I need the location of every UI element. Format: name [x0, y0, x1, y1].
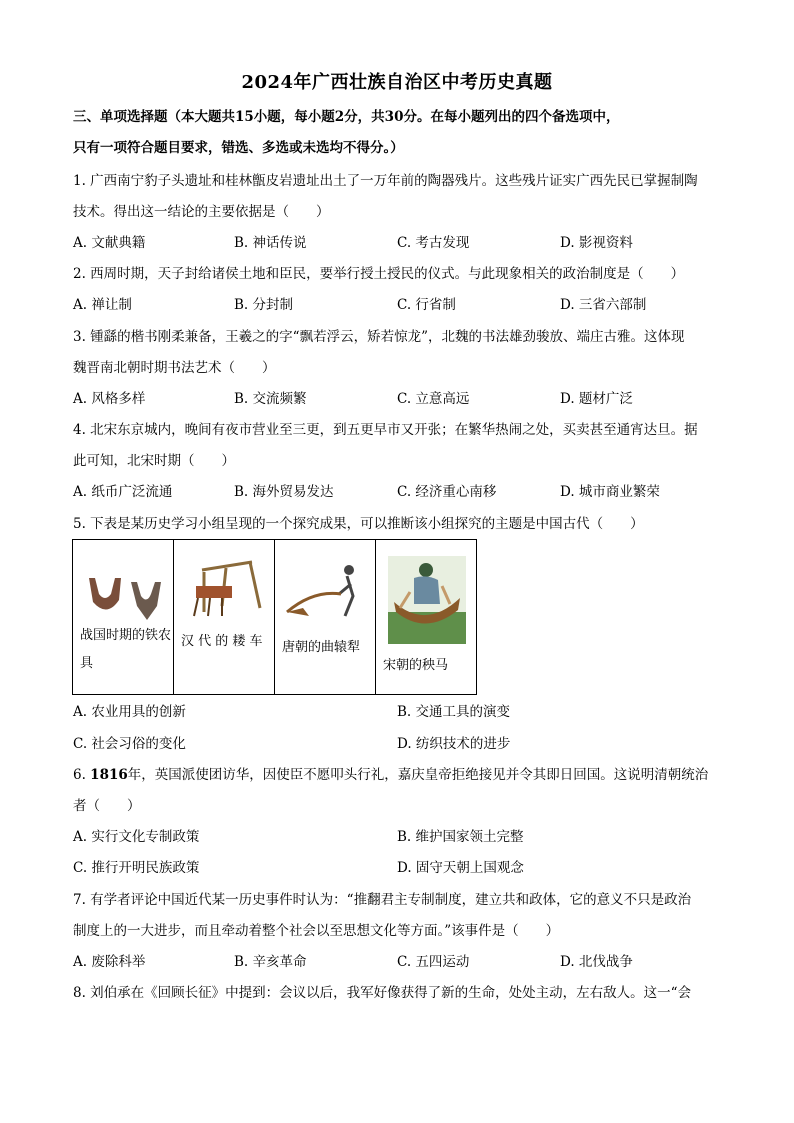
question-4-option-c: C. 经济重心南移 [397, 484, 497, 500]
question-1-line-1: 1. 广西南宁豹子头遗址和桂林甑皮岩遗址出土了一万年前的陶器残片。这些残片证实广西先民已掌握制陶 [73, 173, 698, 189]
page-title: 2024年广西壮族自治区中考历史真题 [241, 72, 553, 93]
question-2-option-d: D. 三省六部制 [560, 297, 647, 313]
question-6-line-1-text: 年，英国派使团访华，因使臣不愿叩头行礼，嘉庆皇帝拒绝接见并令其即日回国。这说明清朝统治 [127, 767, 709, 783]
question-6-number: 6. [73, 767, 91, 783]
question-3-option-a: A. 风格多样 [73, 391, 146, 407]
table-caption-seedling-horse: 宋朝的秧马 [383, 658, 449, 673]
table-caption-seed-drill: 汉 代 的 耧 车 [181, 634, 263, 649]
question-1-option-d: D. 影视资料 [560, 235, 633, 251]
question-2-option-b: B. 分封制 [234, 297, 294, 313]
question-5-option-c: C. 社会习俗的变化 [73, 736, 186, 752]
table-caption-curved-plow: 唐朝的曲辕犁 [282, 640, 361, 655]
curved-plow-image [283, 550, 369, 630]
question-5-option-d: D. 纺织技术的进步 [397, 736, 511, 752]
question-3-option-b: B. 交流频繁 [234, 391, 307, 407]
iron-farm-tools-image [81, 550, 167, 630]
question-4-line-2: 此可知，北宋时期（ ） [73, 453, 235, 469]
question-4-option-d: D. 城市商业繁荣 [560, 484, 660, 500]
question-6-option-d: D. 固守天朝上国观念 [397, 860, 524, 876]
section-instruction-line-1: 三、单项选择题（本大题共15小题，每小题2分，共30分。在每小题列出的四个备选项中， [73, 109, 620, 125]
question-8-line-1: 8. 刘伯承在《回顾长征》中提到：会议以后，我军好像获得了新的生命，处处主动，左右敌人。这一“会 [73, 985, 692, 1001]
question-6-option-c: C. 推行开明民族政策 [73, 860, 200, 876]
question-7-option-c: C. 五四运动 [397, 954, 470, 970]
seedling-horse-image [384, 552, 470, 648]
question-3-line-2: 魏晋南北朝时期书法艺术（ ） [73, 360, 276, 376]
question-2-option-c: C. 行省制 [397, 297, 456, 313]
question-4-line-1: 4. 北宋东京城内，晚间有夜市营业至三更，到五更早市又开张；在繁华热闹之处，买卖甚至通宵达旦。据 [73, 422, 698, 438]
question-2-option-a: A. 禅让制 [73, 297, 132, 313]
question-3-option-d: D. 题材广泛 [560, 391, 633, 407]
question-2-line-1: 2. 西周时期，天子封给诸侯土地和臣民，要举行授土授民的仪式。与此现象相关的政治制度是（ ） [73, 266, 685, 282]
question-6-option-a: A. 实行文化专制政策 [73, 829, 200, 845]
question-5-option-b: B. 交通工具的演变 [397, 704, 511, 720]
question-6-line-1 [73, 765, 733, 785]
question-5-line-1: 5. 下表是某历史学习小组呈现的一个探究成果，可以推断该小组探究的主题是中国古代（ ） [73, 516, 644, 532]
question-6-option-b: B. 维护国家领土完整 [397, 829, 524, 845]
table-cell-curved-plow [275, 540, 376, 695]
question-6-year: 1816 [90, 767, 128, 783]
question-7-option-a: A. 废除科举 [73, 954, 146, 970]
table-cell-seedling-horse [376, 540, 477, 695]
question-7-option-b: B. 辛亥革命 [234, 954, 307, 970]
question-7-line-1: 7. 有学者评论中国近代某一历史事件时认为：“推翻君主专制制度，建立共和政体，它的意义不只是政治 [73, 892, 692, 908]
question-6-line-2: 者（ ） [73, 798, 141, 814]
table-cell-iron-tools [73, 540, 174, 695]
question-1-option-b: B. 神话传说 [234, 235, 307, 251]
question-5-table [72, 539, 477, 695]
seed-drill-image [182, 550, 268, 630]
question-7-option-d: D. 北伐战争 [560, 954, 633, 970]
question-3-line-1: 3. 锺繇的楷书刚柔兼备，王羲之的字“飘若浮云，矫若惊龙”，北魏的书法雄劲骏放、端庄古雅。这体现 [73, 329, 685, 345]
table-cell-seed-drill [174, 540, 275, 695]
question-1-option-a: A. 文献典籍 [73, 235, 146, 251]
table-caption-iron-tools: 战国时期的铁农具 [80, 628, 172, 671]
question-7-line-2: 制度上的一大进步，而且牵动着整个社会以至思想文化等方面。”该事件是（ ） [73, 923, 560, 939]
section-instruction-line-2: 只有一项符合题目要求，错选、多选或未选均不得分。） [73, 140, 404, 156]
question-5-option-a: A. 农业用具的创新 [73, 704, 186, 720]
question-4-option-b: B. 海外贸易发达 [234, 484, 334, 500]
question-4-option-a: A. 纸币广泛流通 [73, 484, 173, 500]
question-1-option-c: C. 考古发现 [397, 235, 470, 251]
question-3-option-c: C. 立意高远 [397, 391, 470, 407]
question-1-line-2: 技术。得出这一结论的主要依据是（ ） [73, 204, 330, 220]
